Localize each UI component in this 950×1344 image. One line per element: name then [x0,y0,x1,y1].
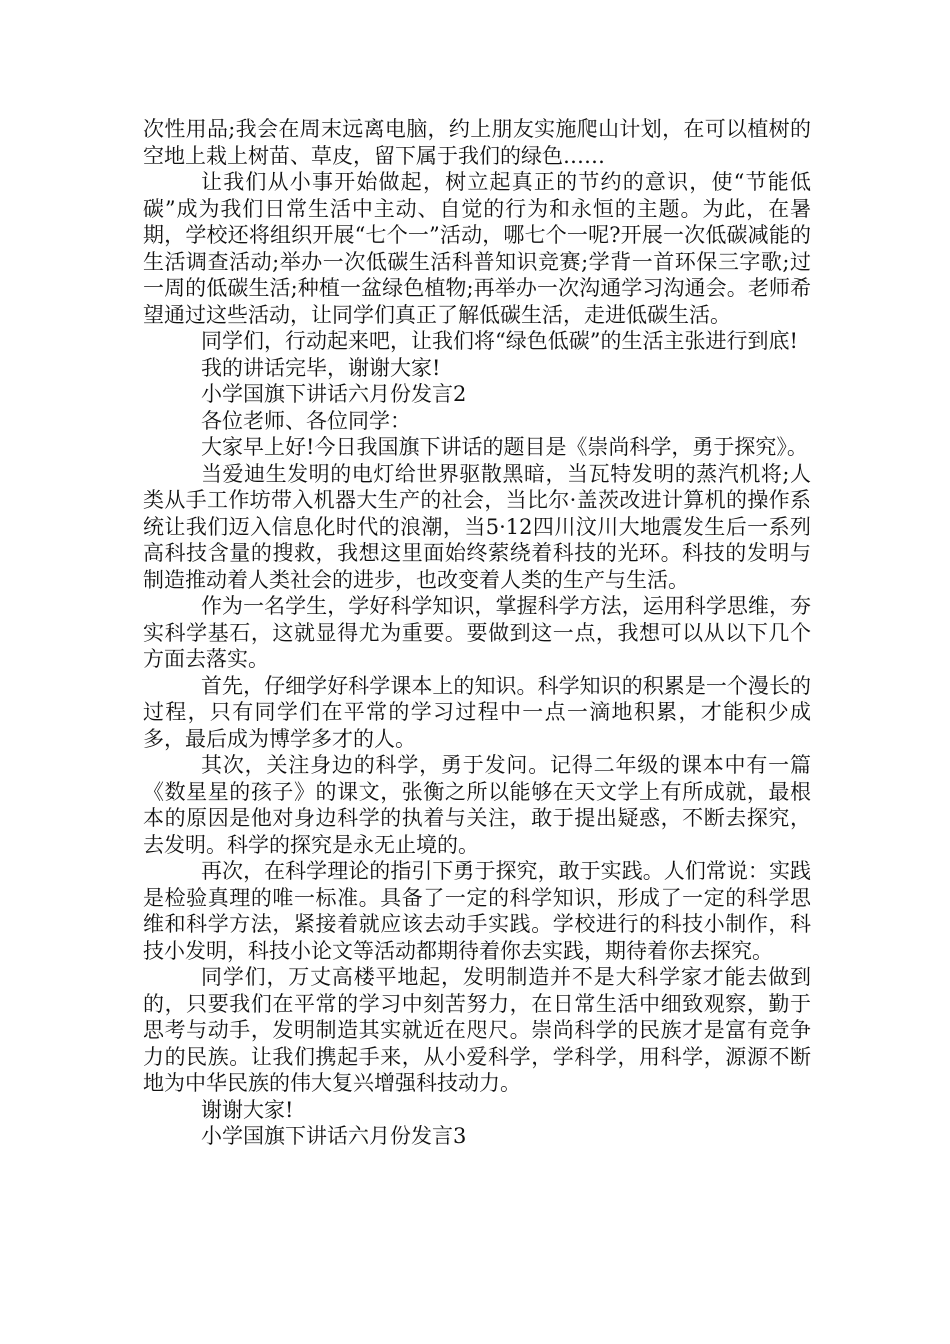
paragraph-closing-thanks: 我的讲话完毕，谢谢大家! [201,355,441,380]
paragraph-third-point: 再次，在科学理论的指引下勇于探究，敢于实践。人们常说：实践是检验真理的唯一标准。具备了一定的科学知识，形成了一定的科学思维和科学方法，紧接着就应该去动手实践。学校进行的科技小制作，科技小发明，科技小论文等活动都期待着你去实践，期待着你去探究。 [143,859,811,963]
paragraph-call-to-action: 同学们，行动起来吧，让我们将“绿色低碳”的生活主张进行到底! [201,329,798,353]
section-heading-speech-3: 小学国旗下讲话六月份发言3 [201,1124,467,1148]
paragraph-greeting-topic: 大家早上好!今日我国旗下讲话的题目是《崇尚科学，勇于探究》。 [201,435,808,459]
paragraph-low-carbon-activities: 让我们从小事开始做起，树立起真正的节约的意识，使“节能低碳”成为我们日常生活中主动、自觉的行为和永恒的主题。为此，在暑期，学校还将组织开展“七个一”活动，哪七个一呢?开展一次低碳减能的生活调查活动;举办一次低碳生活科普知识竞赛;学背一首环保三字歌;过一周的低碳生活;种植一盆绿色植物;再举办一次沟通学习沟通会。老师希望通过这些活动，让同学们真正了解低碳生活，走进低碳生活。 [143,170,811,327]
paragraph-thanks: 谢谢大家! [201,1097,294,1122]
paragraph-first-point: 首先，仔细学好科学课本上的知识。科学知识的积累是一个漫长的过程，只有同学们在平常的学习过程中一点一滴地积累，才能积少成多，最后成为博学多才的人。 [143,673,811,751]
document-body [143,116,811,1150]
paragraph-second-point: 其次，关注身边的科学，勇于发问。记得二年级的课本中有一篇《数星星的孩子》的课文，张衡之所以能够在天文学上有所成就，最根本的原因是他对身边科学的执着与关注，敢于提出疑惑，不断去探究，去发明。科学的探究是永无止境的。 [143,753,811,857]
paragraph-conclusion: 同学们，万丈高楼平地起，发明制造并不是大科学家才能去做到的，只要我们在平常的学习中刻苦努力，在日常生活中细致观察，勤于思考与动手，发明制造其实就近在咫尺。崇尚科学的民族才是富有竞争力的民族。让我们携起手来，从小爱科学，学科学，用科学，源源不断地为中华民族的伟大复兴增强科技动力。 [143,965,811,1095]
paragraph-inventions: 当爱迪生发明的电灯给世界驱散黑暗，当瓦特发明的蒸汽机将;人类从手工作坊带入机器大生产的社会，当比尔·盖茨改进计算机的操作系统让我们迈入信息化时代的浪潮，当5·12四川汶川大地震发生后一系列高科技含量的搜救，我想这里面始终萦绕着科技的光环。科技的发明与制造推动着人类社会的进步，也改变着人类的生产与生活。 [143,461,811,592]
paragraph-salutation: 各位老师、各位同学： [201,408,411,433]
section-heading-speech-2: 小学国旗下讲话六月份发言2 [201,382,467,406]
paragraph-student-role: 作为一名学生，学好科学知识，掌握科学方法，运用科学思维，夯实科学基石，这就显得尤为重要。要做到这一点，我想可以从以下几个方面去落实。 [143,594,811,671]
paragraph-continuation: 次性用品;我会在周末远离电脑，约上朋友实施爬山计划，在可以植树的空地上栽上树苗、草皮，留下属于我们的绿色…… [143,117,811,168]
